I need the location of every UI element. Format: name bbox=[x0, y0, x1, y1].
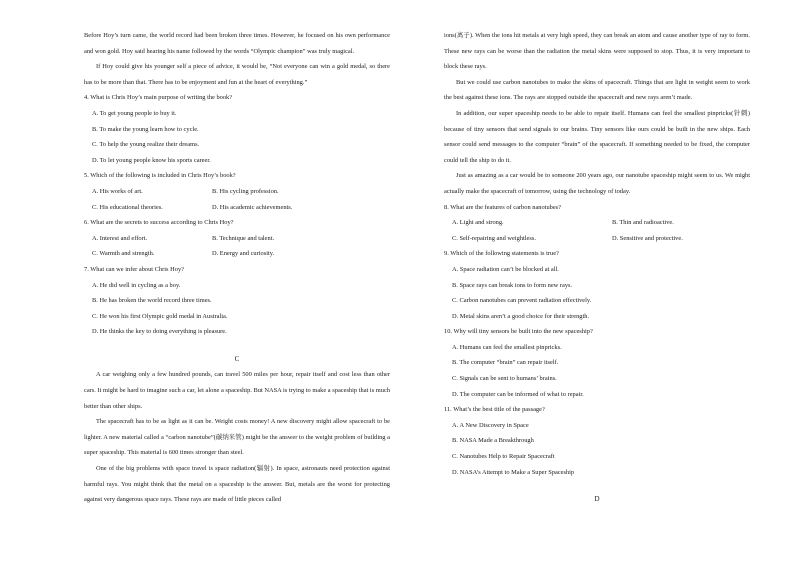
option: A. His works of art. bbox=[92, 187, 143, 195]
option-row bbox=[84, 246, 390, 262]
section-heading: C bbox=[234, 354, 240, 363]
paragraph: ions(离子). When the ions hit metals at very high speed, they can break an atom and cause another type of ray to form. These new rays can be worse than the radiation the metal skins were supposed to stop. Thus, it is very important to block these rays. bbox=[444, 32, 750, 71]
option: B. Space rays can break ions to form new rays. bbox=[452, 281, 573, 289]
option: B. He has broken the world record three times. bbox=[92, 297, 212, 305]
option: C. Warmth and strength. bbox=[92, 250, 155, 258]
option: A. He did well in cycling as a boy. bbox=[92, 281, 181, 289]
option: A. Space radiation can’t be blocked at all. bbox=[452, 265, 559, 273]
question-11: 11. What’s the best title of the passage? bbox=[444, 406, 545, 414]
paragraph: Before Hoy’s turn came, the world record had been broken three times. However, he focused on his own performance and won gold. Hoy said hearing his name followed by the words “Olympic champion” was truly magical. bbox=[84, 32, 390, 55]
paragraph: But we could use carbon nanotubes to make the skins of spacecraft. Things that are light in weight seem to work the best against these ions. The rays are stopped outside the spacecraft and new rays aren’t made. bbox=[444, 78, 750, 102]
question-4: 4. What is Chris Hoy’s main purpose of writing the book? bbox=[84, 94, 233, 102]
option: B. NASA Made a Breakthrough bbox=[452, 437, 534, 445]
option: B. Thin and radioactive. bbox=[612, 219, 674, 227]
paragraph: Just as amazing as a car would be to someone 200 years ago, our nanotube spaceship might seem to us. We might actually make the spacecraft of tomorrow, using the technology of today. bbox=[444, 172, 750, 195]
option: C. Carbon nanotubes can prevent radiation effectively. bbox=[452, 297, 592, 305]
question-9: 9. Which of the following statements is true? bbox=[444, 250, 559, 258]
option-row bbox=[84, 231, 390, 247]
option: A. To get young people to buy it. bbox=[92, 109, 177, 117]
paragraph: If Hoy could give his younger self a piece of advice, it would be, “Not everyone can win a gold medal, so there has to be more than that. There has to be enjoyment and fun at the heart of everything.” bbox=[84, 63, 390, 86]
option: D. Metal skins aren’t a good choice for their strength. bbox=[452, 312, 590, 320]
right-column bbox=[444, 28, 750, 508]
option: D. Energy and curiosity. bbox=[212, 250, 275, 258]
option: D. The computer can be informed of what to repair. bbox=[452, 390, 584, 398]
option: C. His educational theories. bbox=[92, 203, 163, 211]
option: B. To make the young learn how to cycle. bbox=[92, 125, 199, 133]
option-row bbox=[444, 215, 750, 231]
option: A. A New Discovery in Space bbox=[452, 421, 529, 429]
question-6: 6. What are the secrets to success according to Chris Hoy? bbox=[84, 219, 234, 227]
paragraph: A car weighing only a few hundred pounds, can travel 500 miles per hour, repair itself and cost less than other cars. It might be hard to imagine such a car, let alone a spaceship. But NASA is trying to make a spaceship that is much better than other ships. bbox=[84, 371, 390, 410]
option: C. To help the young realize their dreams. bbox=[92, 141, 200, 149]
left-column bbox=[84, 28, 390, 508]
option: B. The computer “brain” can repair itself. bbox=[452, 359, 559, 367]
option: A. Light and strong. bbox=[452, 219, 504, 227]
section-heading: D bbox=[594, 495, 600, 504]
option: D. He thinks the key to doing everything is pleasure. bbox=[92, 328, 227, 336]
question-7: 7. What can we infer about Chris Hoy? bbox=[84, 265, 184, 273]
option: C. Nanotubes Help to Repair Spacecraft bbox=[452, 453, 555, 461]
option: C. He won his first Olympic gold medal in Australia. bbox=[92, 312, 228, 320]
option: D. To let young people know his sports career. bbox=[92, 156, 211, 164]
option: D. Sensitive and protective. bbox=[612, 234, 683, 242]
paragraph: The spacecraft has to be as light as it can be. Weight costs money! A new discovery might allow spacecraft to be lighter. A new material called a “carbon nanotube”(碳纳米管) might be the answer to the weight problem of building a super spaceship. This material is 600 times stronger than steel. bbox=[84, 418, 390, 457]
option: D. His academic achievements. bbox=[212, 203, 293, 211]
question-5: 5. Which of the following is included in Chris Hoy’s book? bbox=[84, 172, 236, 180]
option: B. Technique and talent. bbox=[212, 234, 275, 242]
option-row bbox=[84, 200, 390, 216]
paragraph: In addition, our super spaceship needs to be able to repair itself. Humans can feel the smallest pinpricks(针刺) because of tiny sensors that send signals to our brains. Tiny sensors like ours could be built in the new ships. Each sensor could send messages to the computer “brain” of the spacecraft. If something needed to be fixed, the computer could tell the ship to do it. bbox=[444, 109, 750, 164]
option: A. Humans can feel the smallest pinpricks. bbox=[452, 343, 562, 351]
option-row bbox=[84, 184, 390, 200]
option: B. His cycling profession. bbox=[212, 187, 279, 195]
paragraph: One of the big problems with space travel is space radiation(辐射). In space, astronauts need protection against harmful rays. You might think that the metal on a spaceship is the answer. But, metals are the worst for protecting against very dangerous space rays. These rays are made of little pieces called bbox=[84, 465, 390, 504]
question-10: 10. Why will tiny sensors be built into the new spaceship? bbox=[444, 328, 593, 336]
question-8: 8. What are the features of carbon nanotubes? bbox=[444, 203, 561, 211]
option: C. Signals can be sent to humans’ brains. bbox=[452, 375, 557, 383]
option: C. Self-repairing and weightless. bbox=[452, 234, 536, 242]
option: D. NASA’s Attempt to Make a Super Spaceship bbox=[452, 468, 575, 476]
option: A. Interest and effort. bbox=[92, 234, 148, 242]
option-row bbox=[444, 231, 750, 247]
